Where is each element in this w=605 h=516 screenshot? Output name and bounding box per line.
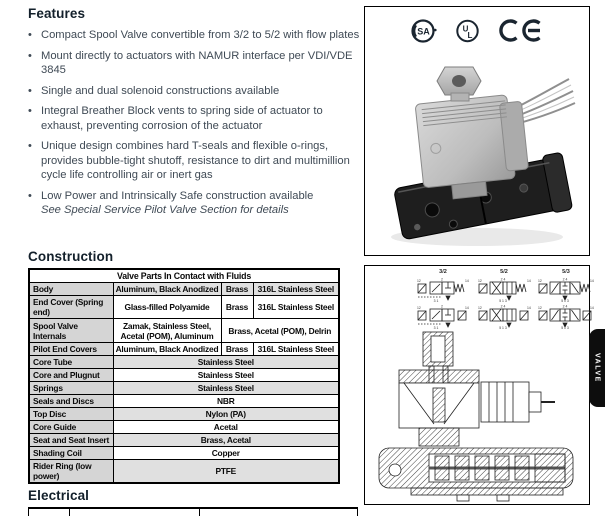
row-cell: 316L Stainless Steel [253, 283, 339, 296]
certification-logos [365, 17, 589, 44]
svg-text:12: 12 [417, 306, 421, 310]
row-label: Shading Coil [29, 447, 113, 460]
svg-text:3 1: 3 1 [433, 299, 439, 303]
ce-mark-icon [498, 17, 544, 44]
row-cell: NBR [113, 395, 339, 408]
svg-text:14: 14 [465, 306, 469, 310]
feature-text: Mount directly to actuators with NAMUR interface per VDI/VDE 3845 [41, 49, 353, 76]
svg-text:12: 12 [538, 279, 542, 283]
row-cell: Aluminum, Black Anodized [113, 283, 221, 296]
symbol-column-3-2 [415, 269, 471, 330]
row-cell: Stainless Steel [113, 369, 339, 382]
svg-text:5 1 3: 5 1 3 [561, 299, 569, 303]
bullet-icon: • [28, 105, 32, 117]
row-cell: Glass-filled Polyamide [113, 296, 221, 319]
row-label: Core Tube [29, 356, 113, 369]
row-label: Core and Plugnut [29, 369, 113, 382]
table-row [29, 356, 339, 369]
row-cell: Stainless Steel [113, 382, 339, 395]
valve-symbol-5-3-dual [537, 303, 595, 330]
list-item [28, 49, 360, 78]
svg-text:14: 14 [590, 279, 594, 283]
diagram-panel [364, 265, 594, 505]
feature-note-italic: See Special Service Pilot Valve Section for details [41, 204, 289, 216]
valve-symbol-5-2-single [476, 276, 532, 303]
row-label: Springs [29, 382, 113, 395]
row-label: Body [29, 283, 113, 296]
feature-text: Integral Breather Block vents to spring side of actuator to exhaust, preventing corrosion of the actuator [41, 105, 323, 132]
row-label: Top Disc [29, 408, 113, 421]
feature-text: Single and dual solenoid constructions available [41, 84, 280, 97]
valve-tab-label: VALVE [593, 353, 601, 383]
table-row [29, 343, 339, 356]
row-cell: Brass, Acetal [113, 434, 339, 447]
table-row [29, 395, 339, 408]
row-cell: Zamak, Stainless Steel, Acetal (POM), Aluminum [113, 319, 221, 343]
list-item [28, 104, 360, 133]
ul-logo-icon [455, 18, 480, 43]
table-row [29, 283, 339, 296]
row-cell: 316L Stainless Steel [253, 296, 339, 319]
table-row [29, 369, 339, 382]
svg-text:2 4: 2 4 [500, 277, 506, 282]
svg-text:14: 14 [527, 306, 531, 310]
svg-text:14: 14 [527, 279, 531, 283]
svg-text:2 4: 2 4 [562, 277, 568, 282]
list-item [28, 28, 360, 43]
valve-symbol-3-2-dual [415, 303, 471, 330]
svg-text:2: 2 [441, 304, 443, 309]
svg-text:2 4: 2 4 [500, 304, 506, 309]
csa-logo-icon [410, 17, 437, 44]
table-header-row [29, 269, 339, 283]
svg-text:5 1 3: 5 1 3 [499, 299, 507, 303]
row-label: Spool Valve Internals [29, 319, 113, 343]
feature-text: Compact Spool Valve convertible from 3/2 to 5/2 with flow plates [41, 29, 360, 41]
electrical-section [28, 488, 360, 516]
table-row [29, 434, 339, 447]
bullet-icon: • [28, 29, 32, 41]
svg-text:2 4: 2 4 [562, 304, 568, 309]
construction-table [28, 268, 340, 484]
row-cell: 316L Stainless Steel [253, 343, 339, 356]
bullet-icon: • [28, 140, 32, 152]
list-item [28, 84, 360, 99]
feature-text [41, 189, 313, 218]
table-row [29, 382, 339, 395]
table-row [29, 460, 339, 484]
table-divider [69, 509, 70, 516]
svg-text:12: 12 [478, 279, 482, 283]
construction-section [28, 249, 360, 484]
symbol-label: 5/3 [562, 269, 570, 275]
table-row [29, 408, 339, 421]
row-cell: Brass, Acetal (POM), Delrin [221, 319, 339, 343]
construction-heading: Construction [28, 249, 114, 264]
valve-symbol-3-2-single [415, 276, 471, 303]
svg-text:5 1 3: 5 1 3 [561, 326, 569, 330]
list-item [28, 189, 360, 218]
electrical-table-partial [28, 507, 358, 516]
svg-text:L: L [467, 31, 473, 40]
table-row [29, 296, 339, 319]
row-label: Rider Ring (low power) [29, 460, 113, 484]
table-row [29, 447, 339, 460]
symbol-column-5-3 [537, 269, 595, 330]
svg-text:14: 14 [465, 279, 469, 283]
svg-text:2: 2 [441, 277, 443, 282]
row-label: End Cover (Spring end) [29, 296, 113, 319]
table-title: Valve Parts In Contact with Fluids [29, 269, 339, 283]
symbol-label: 3/2 [439, 269, 447, 275]
valve-symbol-5-3-single [537, 276, 595, 303]
row-cell: Brass [221, 343, 253, 356]
table-divider [199, 509, 200, 516]
row-cell: Nylon (PA) [113, 408, 339, 421]
list-item [28, 139, 360, 183]
features-section [28, 6, 360, 224]
symbol-column-5-2 [476, 269, 532, 330]
electrical-heading: Electrical [28, 488, 90, 503]
table-row [29, 319, 339, 343]
row-label: Seat and Seat Insert [29, 434, 113, 447]
row-label: Seals and Discs [29, 395, 113, 408]
row-cell: Copper [113, 447, 339, 460]
valve-side-tab [589, 329, 605, 407]
features-heading: Features [28, 6, 86, 21]
row-label: Pilot End Covers [29, 343, 113, 356]
valve-symbol-5-2-dual [476, 303, 532, 330]
svg-text:SA: SA [417, 26, 430, 37]
svg-text:14: 14 [590, 306, 594, 310]
bullet-icon: • [28, 84, 32, 97]
svg-text:5 1 3: 5 1 3 [499, 326, 507, 330]
feature-text: Unique design combines hard T-seals and flexible o-rings, provides bubble-tight shutoff, resistance to dirt and multimillion cycle life controlling air or inert gas [41, 140, 350, 181]
row-cell: Brass [221, 283, 253, 296]
svg-text:12: 12 [538, 306, 542, 310]
bullet-icon: • [28, 49, 32, 62]
cross-section-drawing [371, 330, 583, 502]
product-photo [373, 49, 581, 251]
feature-text-main: Low Power and Intrinsically Safe construction available [41, 189, 314, 202]
row-cell: Stainless Steel [113, 356, 339, 369]
row-label: Core Guide [29, 421, 113, 434]
features-list [28, 28, 360, 218]
row-cell: Brass [221, 296, 253, 319]
valve-symbols [415, 269, 595, 330]
svg-text:12: 12 [417, 279, 421, 283]
product-photo-panel [364, 6, 590, 256]
row-cell: Aluminum, Black Anodized [113, 343, 221, 356]
row-cell: Acetal [113, 421, 339, 434]
row-cell: PTFE [113, 460, 339, 484]
table-row [29, 421, 339, 434]
symbol-label: 5/2 [500, 269, 508, 275]
svg-text:12: 12 [478, 306, 482, 310]
svg-text:3 1: 3 1 [433, 326, 439, 330]
bullet-icon: • [28, 189, 32, 202]
svg-text:U: U [462, 24, 469, 34]
